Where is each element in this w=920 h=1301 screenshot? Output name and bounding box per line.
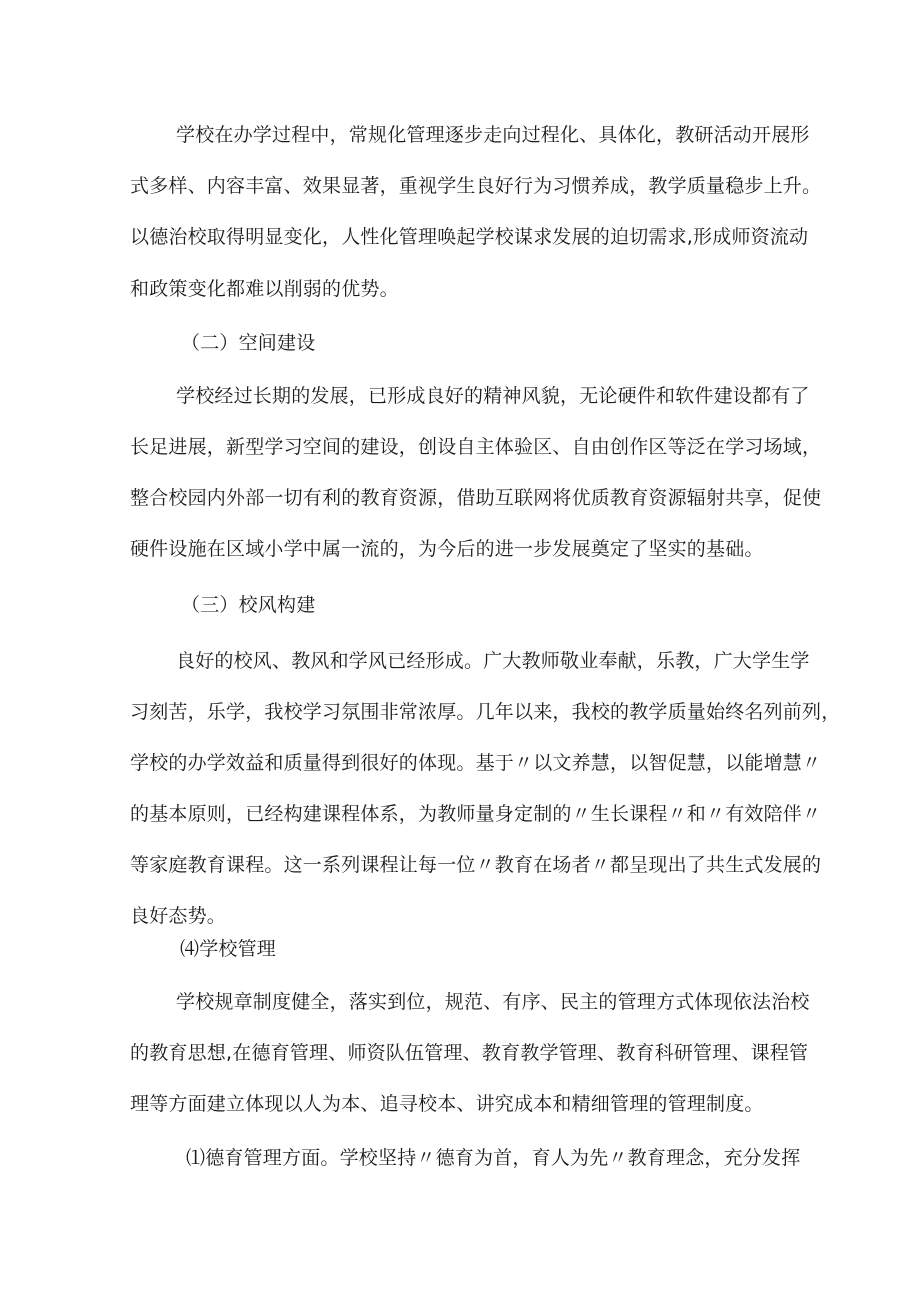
paragraph-1-line-1: 学校在办学过程中，常规化管理逐步走向过程化、具体化，教研活动开展形 xyxy=(176,124,810,146)
paragraph-3-line-5: 等家庭教育课程。这一系列课程让每一位〃教育在场者〃都呈现出了共生式发展的 xyxy=(130,854,822,876)
paragraph-2-line-3: 整合校园内外部一切有利的教育资源，借助互联网将优质教育资源辐射共享，促使 xyxy=(130,487,822,509)
paragraph-4-line-1: 学校规章制度健全，落实到位，规范、有序、民主的管理方式体现依法治校 xyxy=(176,991,810,1013)
paragraph-3-line-3: 学校的办学效益和质量得到很好的体现。基于〃以文养慧，以智促慧，以能增慧〃 xyxy=(130,752,822,774)
paragraph-4-line-2: 的教育思想,在德育管理、师资队伍管理、教育教学管理、教育科研管理、课程管 xyxy=(130,1042,809,1064)
paragraph-1-line-4: 和政策变化都难以削弱的优势。 xyxy=(130,278,399,300)
paragraph-3-line-4: 的基本原则，已经构建课程体系，为教师量身定制的〃生长课程〃和〃有效陪伴〃 xyxy=(130,803,822,825)
paragraph-2-line-2: 长足进展，新型学习空间的建设，创设自主体验区、自由创作区等泛在学习场域， xyxy=(130,436,822,458)
list-item-moral-education: ⑴德育管理方面。学校坚持〃德育为首，育人为先〃教育理念，充分发挥 xyxy=(186,1147,801,1169)
paragraph-3-line-6: 良好态势。 xyxy=(130,905,227,927)
paragraph-3-line-2: 习刻苦，乐学，我校学习氛围非常浓厚。几年以来，我校的教学质量始终名列前列， xyxy=(130,701,841,723)
section-heading-school-management: ⑷学校管理 xyxy=(180,938,277,960)
paragraph-1-line-3: 以德治校取得明显变化，人性化管理唤起学校谋求发展的迫切需求,形成师资流动 xyxy=(130,226,809,248)
section-heading-school-culture: （三）校风构建 xyxy=(181,594,316,616)
paragraph-1-line-2: 式多样、内容丰富、效果显著，重视学生良好行为习惯养成，教学质量稳步上升。 xyxy=(130,175,822,197)
paragraph-3-line-1: 良好的校风、教风和学风已经形成。广大教师敬业奉献，乐教，广大学生学 xyxy=(176,650,810,672)
section-heading-space-construction: （二）空间建设 xyxy=(181,332,316,354)
paragraph-2-line-4: 硬件设施在区域小学中属一流的，为今后的进一步发展奠定了坚实的基础。 xyxy=(130,538,764,560)
paragraph-2-line-1: 学校经过长期的发展，已形成良好的精神风貌，无论硬件和软件建设都有了 xyxy=(176,385,810,407)
paragraph-4-line-3: 理等方面建立体现以人为本、追寻校本、讲究成本和精细管理的管理制度。 xyxy=(130,1093,764,1115)
